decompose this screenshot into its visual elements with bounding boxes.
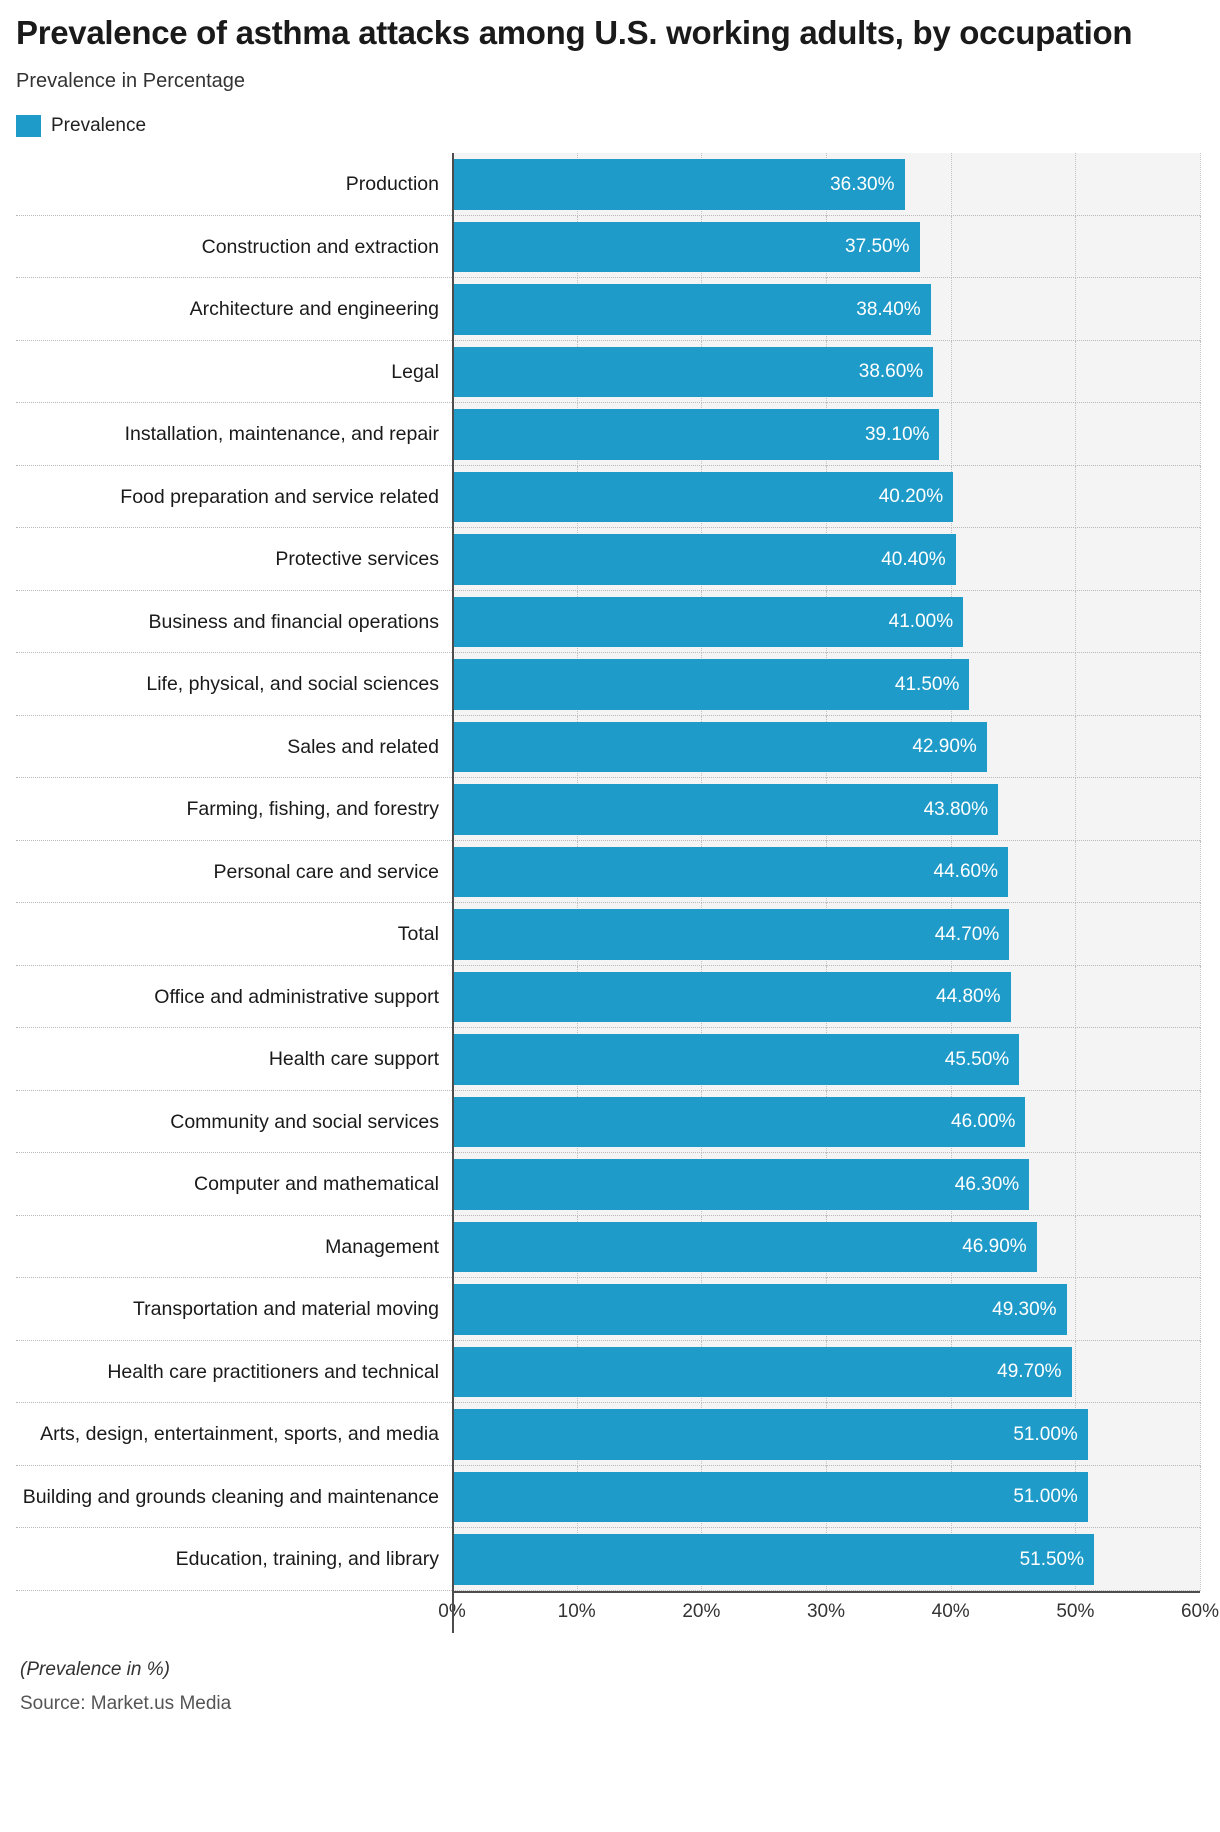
bar[interactable] (452, 284, 931, 335)
category-label: Personal care and service (213, 860, 439, 883)
plot-area (452, 1528, 1200, 1591)
plot-area (452, 778, 1200, 841)
bar-value-label: 44.60% (933, 861, 998, 883)
legend-swatch-prevalence (16, 115, 41, 137)
plot-area (452, 903, 1200, 966)
category-label: Installation, maintenance, and repair (124, 423, 439, 446)
bar[interactable] (452, 347, 933, 398)
bar[interactable] (452, 597, 963, 648)
plot-area (452, 1341, 1200, 1404)
chart-row (16, 716, 1200, 779)
bar-value-label: 41.50% (894, 673, 960, 695)
category-label: Health care practitioners and technical (107, 1360, 439, 1383)
grid-line (1200, 716, 1201, 779)
x-axis-tick: 40% (931, 1600, 970, 1622)
bar[interactable] (452, 409, 939, 460)
bar-value-label: 42.90% (912, 736, 977, 758)
bar[interactable] (452, 784, 998, 835)
category-label: Sales and related (287, 735, 439, 758)
grid-line (1200, 1153, 1201, 1216)
bar[interactable] (452, 847, 1008, 898)
chart-row (16, 966, 1200, 1029)
bar[interactable] (452, 1472, 1088, 1523)
x-axis-tick: 30% (806, 1600, 846, 1622)
chart-row (16, 1403, 1200, 1466)
grid-line (1200, 153, 1201, 216)
bar[interactable] (452, 1534, 1094, 1585)
bar[interactable] (452, 1409, 1088, 1460)
category-label: Total (397, 923, 439, 946)
bar-value-label: 51.00% (1013, 1423, 1078, 1445)
grid-line (1200, 1278, 1201, 1341)
chart-row (16, 1278, 1200, 1341)
bar-wrapper (452, 1347, 1200, 1398)
bar-value-label: 37.50% (845, 236, 910, 258)
bar-value-label: 44.70% (934, 923, 1000, 945)
plot-area (452, 1216, 1200, 1279)
chart-row (16, 341, 1200, 404)
bar-wrapper (452, 784, 1200, 835)
category-label: Production (345, 173, 439, 196)
chart-row (16, 216, 1200, 279)
bar-value-label: 49.70% (997, 1361, 1062, 1383)
bar-wrapper (452, 409, 1200, 460)
grid-line (1200, 1216, 1201, 1279)
bar-value-label: 39.10% (864, 423, 930, 445)
category-label: Architecture and engineering (189, 298, 439, 321)
grid-line (1200, 778, 1201, 841)
plot-area (452, 716, 1200, 779)
page-title: Prevalence of asthma attacks among U.S. working adults, by occupation (16, 14, 1133, 51)
bar-wrapper (452, 1409, 1200, 1460)
grid-line (1200, 1341, 1201, 1404)
bar-wrapper (452, 1097, 1200, 1148)
bar-wrapper (452, 722, 1200, 773)
grid-line (1200, 591, 1201, 654)
grid-line (1200, 1466, 1201, 1529)
plot-area (452, 216, 1200, 279)
bar-wrapper (452, 909, 1200, 960)
bar-value-label: 46.30% (954, 1173, 1020, 1195)
chart-row (16, 1153, 1200, 1216)
category-label: Food preparation and service related (120, 485, 439, 508)
bar[interactable] (452, 1034, 1019, 1085)
bar[interactable] (452, 1284, 1067, 1335)
chart-footnote: (Prevalence in %) (20, 1658, 170, 1680)
grid-line (1200, 341, 1201, 404)
bar[interactable] (452, 1347, 1072, 1398)
bar[interactable] (452, 1222, 1037, 1273)
plot-area (452, 1403, 1200, 1466)
bar-wrapper (452, 1034, 1200, 1085)
grid-line (1200, 1528, 1201, 1591)
grid-line (1200, 966, 1201, 1029)
grid-line (1200, 903, 1201, 966)
bar-wrapper (452, 534, 1200, 585)
category-label: Arts, design, entertainment, sports, and media (40, 1423, 439, 1446)
chart-footer (16, 1659, 1200, 1715)
plot-area (452, 528, 1200, 591)
bar-value-label: 43.80% (923, 798, 989, 820)
plot-area (452, 653, 1200, 716)
chart-legend (16, 115, 1200, 137)
grid-line (1200, 1028, 1201, 1091)
category-label: Legal (391, 360, 439, 383)
plot-area (452, 466, 1200, 529)
bar[interactable] (452, 909, 1009, 960)
plot-area (452, 403, 1200, 466)
bar[interactable] (452, 159, 905, 210)
chart-row (16, 466, 1200, 529)
bar-value-label: 40.20% (878, 486, 944, 508)
bar-wrapper (452, 159, 1200, 210)
legend-label-prevalence: Prevalence (51, 115, 147, 137)
bar-value-label: 36.30% (830, 173, 895, 195)
bar-value-label: 41.00% (888, 611, 954, 633)
bar-value-label: 45.50% (944, 1048, 1010, 1070)
plot-area (452, 591, 1200, 654)
chart-row (16, 1091, 1200, 1154)
bar-wrapper (452, 347, 1200, 398)
grid-line (1200, 653, 1201, 716)
bar-value-label: 51.00% (1013, 1486, 1078, 1508)
bar-value-label: 40.40% (881, 548, 946, 570)
chart-row (16, 1528, 1200, 1591)
bar-wrapper (452, 1534, 1200, 1585)
chart-row (16, 841, 1200, 904)
category-label: Health care support (268, 1048, 439, 1071)
bar-value-label: 44.80% (936, 986, 1001, 1008)
grid-line (1200, 466, 1201, 529)
bar-wrapper (452, 1159, 1200, 1210)
x-axis-tick: 10% (557, 1600, 596, 1622)
category-label: Life, physical, and social sciences (146, 673, 439, 696)
bar-wrapper (452, 222, 1200, 273)
grid-line (1200, 403, 1201, 466)
plot-area (452, 278, 1200, 341)
chart-row (16, 528, 1200, 591)
plot-area (452, 1091, 1200, 1154)
y-axis-line (452, 153, 454, 1633)
chart-rows (16, 153, 1200, 1591)
bar-wrapper (452, 1284, 1200, 1335)
x-axis-tick: 50% (1056, 1600, 1095, 1622)
x-axis-tick: 60% (1180, 1600, 1220, 1622)
category-label: Community and social services (170, 1110, 439, 1133)
chart-row (16, 653, 1200, 716)
bar[interactable] (452, 222, 920, 273)
bar-value-label: 38.40% (856, 298, 921, 320)
bar-wrapper (452, 284, 1200, 335)
grid-line (1200, 841, 1201, 904)
plot-area (452, 153, 1200, 216)
category-label: Office and administrative support (154, 985, 439, 1008)
chart-row (16, 153, 1200, 216)
bar-wrapper (452, 1472, 1200, 1523)
category-label: Protective services (275, 548, 439, 571)
bar-wrapper (452, 1222, 1200, 1273)
chart-row (16, 1341, 1200, 1404)
chart-row (16, 903, 1200, 966)
bar-value-label: 49.30% (992, 1298, 1057, 1320)
chart-row (16, 278, 1200, 341)
plot-area (452, 841, 1200, 904)
x-axis-tick: 20% (682, 1600, 721, 1622)
bar[interactable] (452, 722, 987, 773)
grid-line (1200, 1091, 1201, 1154)
bar-wrapper (452, 972, 1200, 1023)
bar[interactable] (452, 972, 1011, 1023)
plot-area (452, 341, 1200, 404)
chart-row (16, 591, 1200, 654)
category-label: Management (325, 1235, 439, 1258)
grid-line (1200, 1403, 1201, 1466)
bar-value-label: 38.60% (858, 361, 924, 383)
chart-row (16, 1028, 1200, 1091)
bar-value-label: 51.50% (1019, 1548, 1085, 1570)
chart-subtitle: Prevalence in Percentage (16, 70, 246, 93)
chart-row (16, 403, 1200, 466)
category-label: Computer and mathematical (194, 1173, 439, 1196)
x-axis-tick: 0% (438, 1600, 466, 1622)
category-label: Building and grounds cleaning and maintenance (22, 1485, 439, 1508)
plot-area (452, 1466, 1200, 1529)
bar-value-label: 46.90% (962, 1236, 1027, 1258)
chart-row (16, 1216, 1200, 1279)
category-label: Farming, fishing, and forestry (186, 798, 439, 821)
bar-wrapper (452, 847, 1200, 898)
bar[interactable] (452, 534, 956, 585)
bar-wrapper (452, 659, 1200, 710)
bar-value-label: 46.00% (951, 1111, 1016, 1133)
bar-wrapper (452, 597, 1200, 648)
bar[interactable] (452, 472, 953, 523)
chart-row (16, 778, 1200, 841)
plot-area (452, 1278, 1200, 1341)
chart-row (16, 1466, 1200, 1529)
bar[interactable] (452, 1097, 1025, 1148)
x-axis (438, 1591, 1220, 1633)
chart-source: Source: Market.us Media (20, 1692, 232, 1714)
plot-area (452, 1153, 1200, 1216)
grid-line (1200, 216, 1201, 279)
plot-area (452, 966, 1200, 1029)
bar[interactable] (452, 659, 969, 710)
grid-line (1200, 278, 1201, 341)
bar-chart (16, 153, 1220, 1633)
category-label: Construction and extraction (201, 235, 439, 258)
category-label: Business and financial operations (148, 610, 439, 633)
bar-wrapper (452, 472, 1200, 523)
plot-area (452, 1028, 1200, 1091)
grid-line (1200, 528, 1201, 591)
category-label: Transportation and material moving (132, 1298, 439, 1321)
category-label: Education, training, and library (175, 1548, 439, 1571)
bar[interactable] (452, 1159, 1029, 1210)
